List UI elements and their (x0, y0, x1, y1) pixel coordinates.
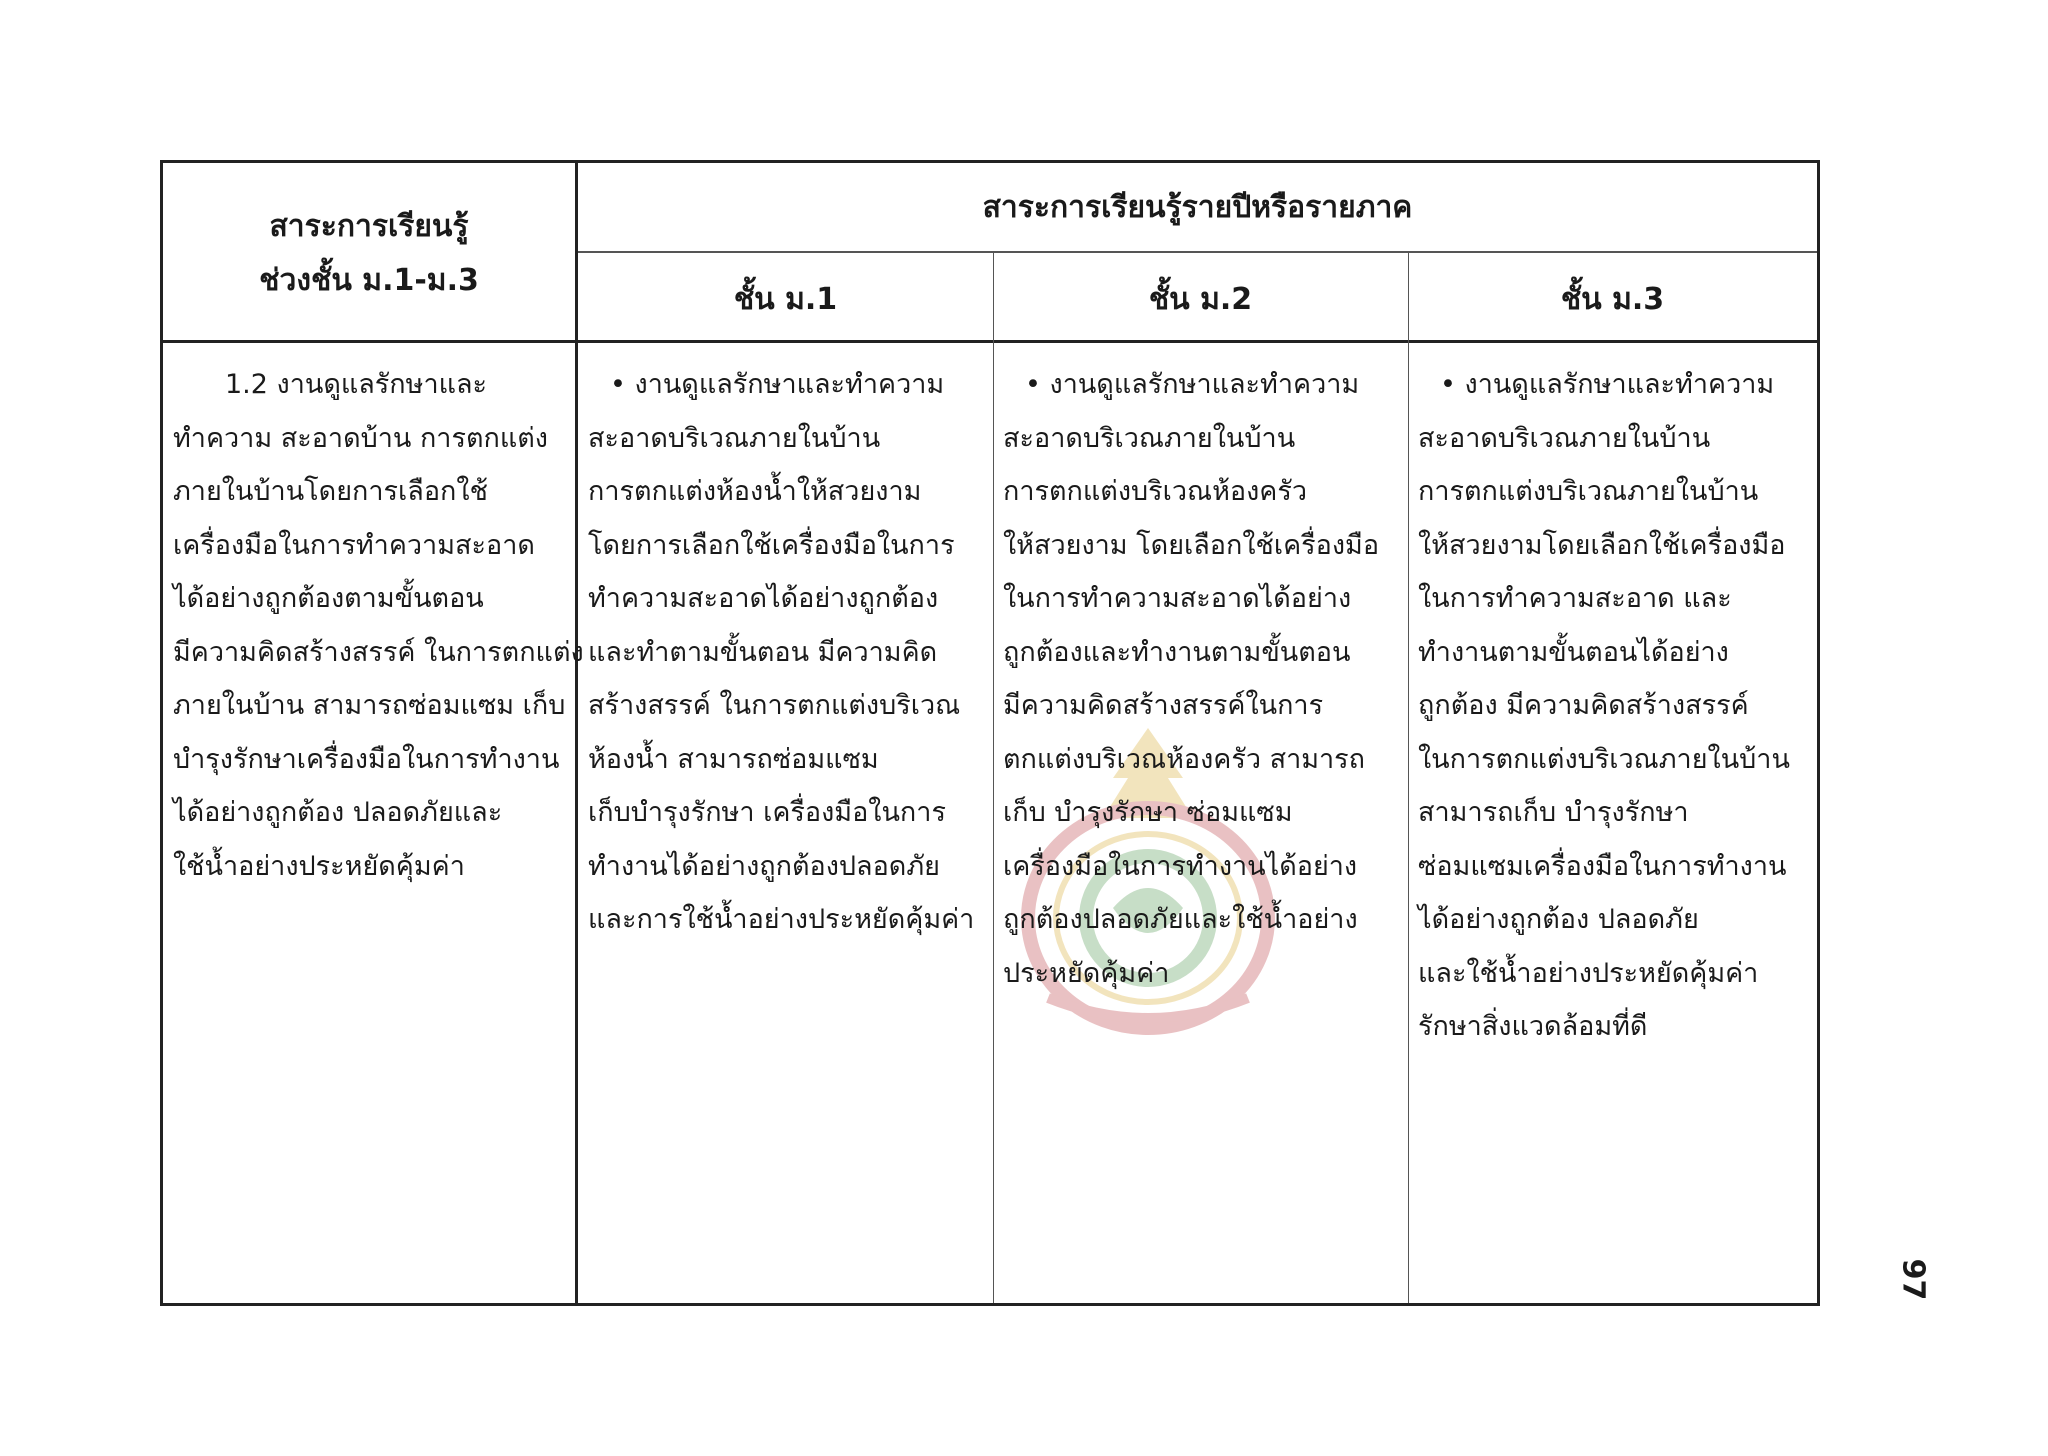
m2-line: ในการทำความสะอาดได้อย่าง (1003, 583, 1352, 614)
m1-line: สะอาดบริเวณภายในบ้าน (588, 422, 881, 454)
m3-line: ถูกต้อง มีความคิดสร้างสรรค์ (1418, 690, 1749, 721)
header-learning-content (163, 163, 578, 343)
grade-m3-label: ชั้น ม.3 (1560, 282, 1665, 317)
m1-line: • งานดูแลรักษาและทำความ (610, 369, 945, 400)
left-line: บำรุงรักษาเครื่องมือในการทำงาน (173, 743, 560, 775)
m1-line: ทำความสะอาดได้อย่างถูกต้อง (588, 583, 939, 614)
left-line: เครื่องมือในการทำความสะอาด (173, 529, 535, 561)
header-grade-m1 (578, 253, 993, 343)
m3-line: ได้อย่างถูกต้อง ปลอดภัย (1418, 904, 1699, 935)
cell-learning-content (173, 358, 584, 893)
m2-line: ถูกต้องปลอดภัยและใช้น้ำอย่าง (1003, 904, 1358, 935)
m1-line: การตกแต่งห้องน้ำให้สวยงาม (588, 476, 922, 507)
curriculum-table (160, 160, 1820, 1306)
left-line: ได้อย่างถูกต้องตามขั้นตอน (173, 583, 484, 614)
m3-line: ในการทำความสะอาด และ (1418, 583, 1732, 614)
m2-line: สะอาดบริเวณภายในบ้าน (1003, 422, 1296, 454)
m3-line: การตกแต่งบริเวณภายในบ้าน (1418, 476, 1759, 507)
m2-line: ถูกต้องและทำงานตามขั้นตอน (1003, 636, 1351, 668)
m2-line: ประหยัดคุ้มค่า (1003, 957, 1170, 989)
m1-line: ห้องน้ำ สามารถซ่อมแซม (588, 743, 879, 775)
m1-line: เก็บบำรุงรักษา เครื่องมือในการ (588, 797, 946, 828)
column-divider-left (575, 343, 578, 1303)
left-line: ได้อย่างถูกต้อง ปลอดภัยและ (173, 797, 503, 828)
m2-line: มีความคิดสร้างสรรค์ในการ (1003, 690, 1324, 721)
cell-grade-m2 (1003, 358, 1403, 1000)
column-divider-m1-m2 (993, 253, 994, 1303)
m3-line: ทำงานตามขั้นตอนได้อย่าง (1418, 636, 1729, 668)
header-left-line1: สาระการเรียนรู้ (269, 208, 469, 244)
m3-line: ให้สวยงามโดยเลือกใช้เครื่องมือ (1418, 529, 1786, 561)
m2-line: ให้สวยงาม โดยเลือกใช้เครื่องมือ (1003, 529, 1380, 561)
cell-grade-m1 (588, 358, 988, 947)
m1-line: และทำตามขั้นตอน มีความคิด (588, 636, 938, 668)
header-grade-m2 (993, 253, 1408, 343)
left-line: ภายในบ้าน สามารถซ่อมแซม เก็บ (173, 690, 566, 721)
m3-line: และใช้น้ำอย่างประหยัดคุ้มค่า (1418, 957, 1759, 989)
header-yearly-content (578, 163, 1817, 253)
m3-line: รักษาสิ่งแวดล้อมที่ดี (1418, 1011, 1648, 1042)
page-number: 97 (1895, 1258, 1931, 1301)
left-line: ทำความ สะอาดบ้าน การตกแต่ง (173, 422, 548, 454)
m3-line: สะอาดบริเวณภายในบ้าน (1418, 422, 1711, 454)
header-top-label: สาระการเรียนรู้รายปีหรือรายภาค (982, 189, 1413, 225)
left-line: 1.2 งานดูแลรักษาและ (225, 369, 488, 400)
column-divider-m2-m3 (1408, 253, 1409, 1303)
m3-line: สามารถเก็บ บำรุงรักษา (1418, 797, 1689, 828)
m2-line: ตกแต่งบริเวณห้องครัว สามารถ (1003, 743, 1366, 775)
m3-line: ซ่อมแซมเครื่องมือในการทำงาน (1418, 850, 1787, 882)
left-line: ภายในบ้านโดยการเลือกใช้ (173, 476, 488, 507)
header-left-line2: ช่วงชั้น ม.1-ม.3 (259, 262, 479, 298)
left-line: ใช้น้ำอย่างประหยัดคุ้มค่า (173, 850, 465, 882)
header-grade-m3 (1408, 253, 1817, 343)
grade-m1-label: ชั้น ม.1 (733, 282, 838, 317)
m1-line: โดยการเลือกใช้เครื่องมือในการ (588, 529, 955, 561)
cell-grade-m3 (1418, 358, 1813, 1054)
m3-line: • งานดูแลรักษาและทำความ (1440, 369, 1775, 400)
m2-line: เก็บ บำรุงรักษา ซ่อมแซม (1003, 797, 1293, 828)
m2-line: การตกแต่งบริเวณห้องครัว (1003, 476, 1308, 507)
m1-line: สร้างสรรค์ ในการตกแต่งบริเวณ (588, 690, 961, 721)
grade-m2-label: ชั้น ม.2 (1148, 282, 1253, 317)
m2-line: เครื่องมือในการทำงานได้อย่าง (1003, 850, 1358, 882)
m1-line: ทำงานได้อย่างถูกต้องปลอดภัย (588, 850, 940, 882)
m1-line: และการใช้น้ำอย่างประหยัดคุ้มค่า (588, 904, 975, 935)
m3-line: ในการตกแต่งบริเวณภายในบ้าน (1418, 743, 1790, 775)
left-line: มีความคิดสร้างสรรค์ ในการตกแต่ง (173, 636, 584, 668)
m2-line: • งานดูแลรักษาและทำความ (1025, 369, 1360, 400)
